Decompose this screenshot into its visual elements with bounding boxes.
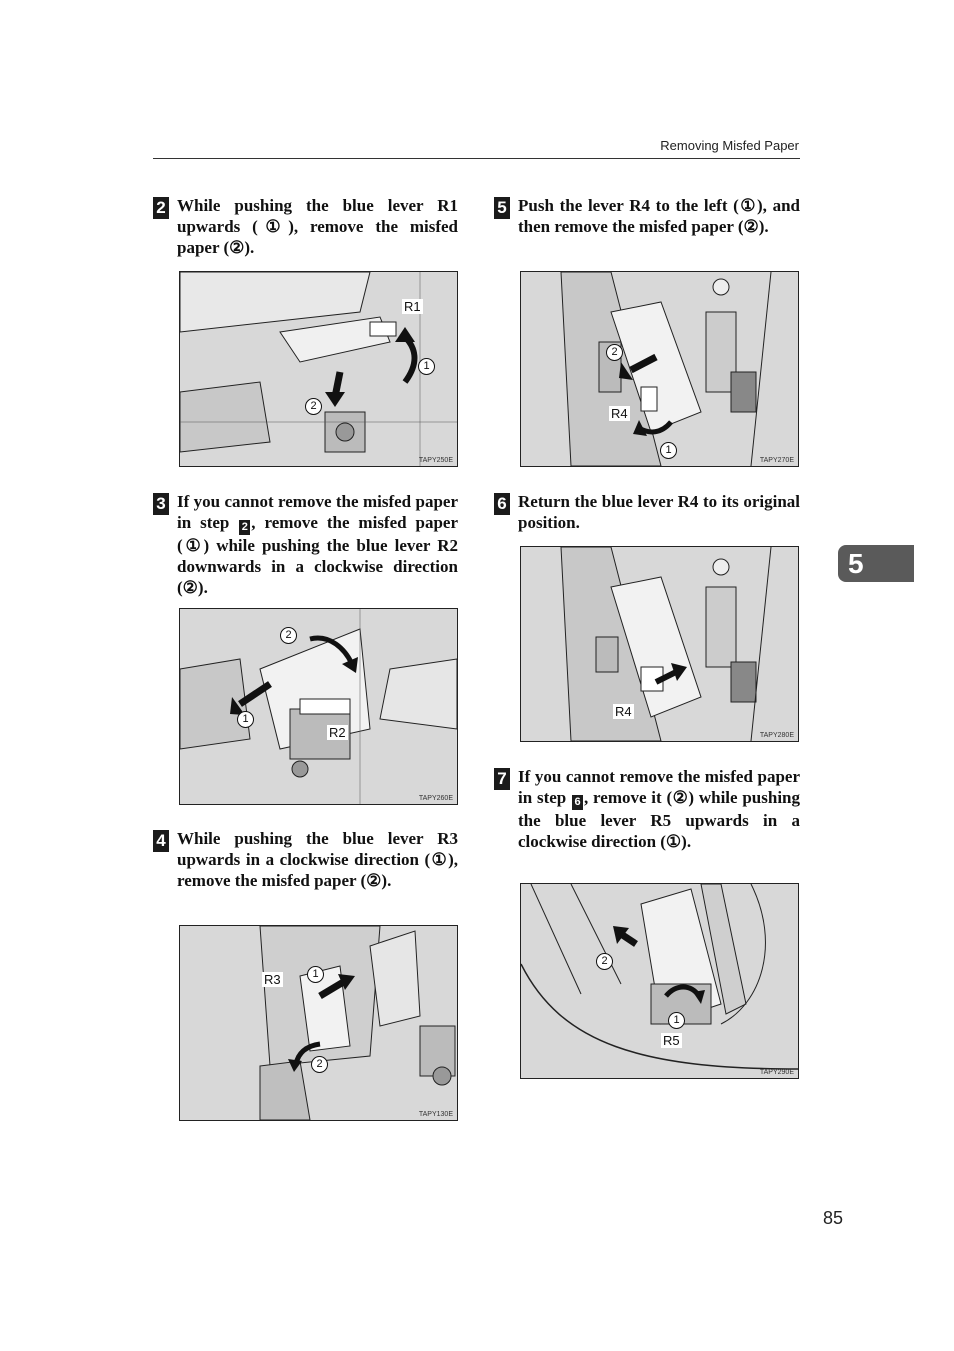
step-number: 2	[153, 197, 169, 219]
step-text: Return the blue lever R4 to its original position.	[518, 492, 800, 532]
step-text-b: , remove it (②) while pushing the blue lever R5 upwards in a clockwise direction (①).	[518, 788, 800, 851]
label-r3: R3	[264, 972, 281, 987]
callout-2: 2	[606, 344, 623, 361]
step-text-b: , remove the misfed paper (①) while pushing the blue lever R2 downwards in a clockwise direction (②).	[177, 513, 459, 597]
step-number: 7	[494, 768, 510, 790]
running-header: Removing Misfed Paper	[660, 138, 799, 153]
callout-2: 2	[280, 627, 297, 644]
figure-tapy290e	[520, 883, 799, 1079]
page-number: 85	[823, 1208, 844, 1228]
figure-code: TAPY130E	[418, 1111, 453, 1118]
step-text: While pushing the blue lever R1 upwards (①), remove the misfed paper (②).	[177, 196, 458, 257]
step-2	[153, 195, 458, 265]
figure-tapy270e	[520, 271, 799, 467]
step-number: 3	[153, 493, 169, 515]
figure-code: TAPY250E	[418, 457, 453, 464]
callout-1: 1	[668, 1012, 685, 1029]
callout-1: 1	[418, 358, 435, 375]
step-number: 5	[494, 197, 510, 219]
figure-code: TAPY290E	[759, 1069, 794, 1076]
figure-tapy280e	[520, 546, 799, 742]
step-5	[494, 195, 800, 265]
step-number: 4	[153, 830, 169, 852]
label-r4: R4	[615, 704, 632, 719]
step-4	[153, 828, 458, 918]
chapter-tab: 5	[838, 545, 914, 582]
callout-1: 1	[237, 711, 254, 728]
step-text	[177, 491, 458, 598]
step-ref-icon: 6	[572, 795, 583, 810]
callout-1: 1	[660, 442, 677, 459]
label-r1: R1	[404, 299, 421, 314]
step-text	[518, 766, 800, 852]
step-text-a: If you cannot remove the misfed paper in step	[518, 767, 800, 807]
step-3	[153, 491, 458, 601]
step-ref-icon: 2	[239, 520, 250, 535]
step-text: While pushing the blue lever R3 upwards in a clockwise direction (①), remove the misfed paper (②).	[177, 829, 458, 890]
callout-2: 2	[305, 398, 322, 415]
step-text-a: If you cannot remove the misfed paper in step	[177, 492, 458, 532]
label-r4: R4	[611, 406, 628, 421]
callout-1: 1	[307, 966, 324, 983]
figure-code: TAPY280E	[759, 732, 794, 739]
figure-code: TAPY270E	[759, 457, 794, 464]
label-r5: R5	[663, 1033, 680, 1048]
figure-tapy260e	[179, 608, 458, 805]
step-7	[494, 766, 800, 876]
step-number: 6	[494, 493, 510, 515]
step-text: Push the lever R4 to the left (①), and then remove the misfed paper (②).	[518, 196, 800, 236]
figure-code: TAPY260E	[418, 795, 453, 802]
header-rule	[153, 158, 800, 159]
callout-2: 2	[596, 953, 613, 970]
label-r2: R2	[329, 725, 346, 740]
step-6	[494, 491, 800, 541]
callout-2: 2	[311, 1056, 328, 1073]
figure-tapy250e	[179, 271, 458, 467]
figure-tapy130e	[179, 925, 458, 1121]
